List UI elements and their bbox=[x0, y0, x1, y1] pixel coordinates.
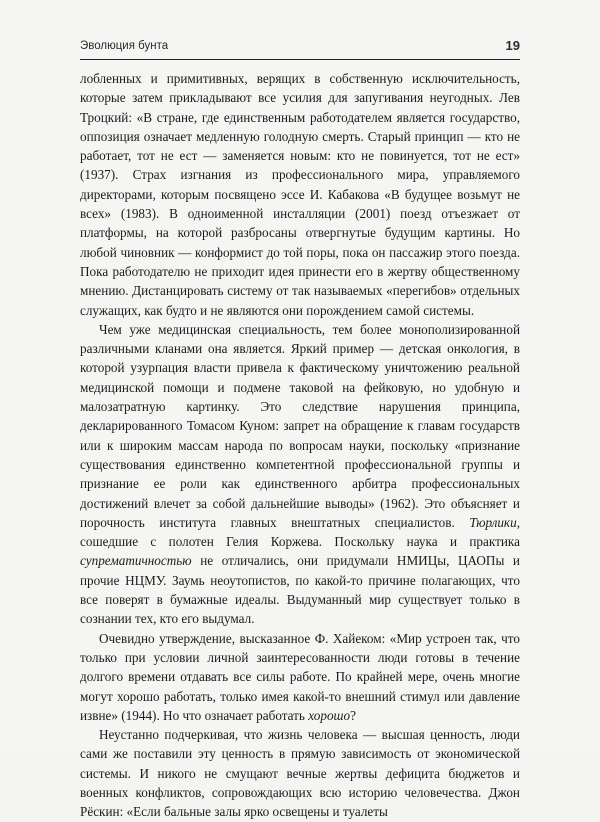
paragraph bbox=[80, 320, 520, 629]
text-run: Очевидно утверждение, высказанное Ф. Хайеком: «Мир устроен так, что только при условии личной заинтересованности люди готовы в течение долгого времени отдавать все силы работе. По крайней мере, очень многие могут хорошо работать, только имея какой-то внешний стимул или давление извне» (1944). Но что означает работать bbox=[80, 630, 520, 723]
text-run: ? bbox=[350, 707, 356, 723]
running-header bbox=[80, 36, 520, 56]
paragraph bbox=[80, 725, 520, 821]
text-run: Неустанно подчеркивая, что жизнь человека — высшая ценность, люди сами же поставили эту ценность в прямую зависимость от экономической системы. И никого не смущают вечные жертвы дефицита бюджетов и военных конфликтов, сопровождающих всю историю человечества. Джон Рёскин: «Если бальные залы ярко освещены и туалеты bbox=[80, 727, 520, 820]
text-run: Чем уже медицинская специальность, тем более монополизированной различными кланами она является. Яркий пример — детская онкология, в которой узурпация власти привела к фактическому уничтожению реальной медицинской помощи и подмене таковой на фейковую, но удобную и малозатратную картинку. Это следствие нарушения принципа, декларированного Томасом Куном: запрет на обращение к главам государств или к широким массам народа по вопросам науки, поскольку «признание существования единственно компетентной профессиональной группы и признание ее роли как единственного арбитра профессиональных достижений влечет за собой дальнейшие выводы» (1962). Это объясняет и порочность института главных внештатных специалистов. bbox=[80, 321, 520, 530]
header-rule bbox=[80, 59, 520, 60]
running-title: Эволюция бунта bbox=[80, 40, 169, 52]
page-number: 19 bbox=[505, 38, 520, 53]
paragraph bbox=[80, 69, 520, 320]
text-run: , сошедшие с полотен Гелия Коржева. Поскольку наука и практика bbox=[80, 514, 520, 550]
paragraph bbox=[80, 629, 520, 725]
italic-text: Тюрлики bbox=[469, 514, 517, 530]
italic-text: хорошо bbox=[308, 707, 351, 723]
text-run: лобленных и примитивных, верящих в собственную исключительность, которые затем прикладывают все усилия для запугивания неугодных. Лев Троцкий: «В стране, где единственным работодателем является государство, оппозиция означает медленную голодную смерть. Старый принцип — кто не работает, тот не ест — заменяется новым: кто не повинуется, тот не ест» (1937). Страх изгнания из профессионального мира, управляемого директорами, которым посвящено эссе И. Кабакова «В будущее возьмут не всех» (1983). В одноименной инсталляции (2001) поезд отъезжает от платформы, на которой разбросаны отвергнутые будущим картины. Но любой чиновник — конформист до той поры, пока он пассажир этого поезда. Пока работодателю не приходит идея принести его в жертву общественному мнению. Дистанцировать систему от так называемых «перегибов» отдельных служащих, как будто и не являются они порождением самой системы. bbox=[80, 71, 520, 318]
italic-text: супрематичностью bbox=[80, 553, 192, 569]
text-run: не отличались, они придумали НМИЦы, ЦАОПы и прочие НЦМУ. Заумь неоутопистов, по какой-то причине полагающих, что все поверят в бумажные идеалы. Выдуманный мир существует только в сознании тех, кто его выдумал. bbox=[80, 553, 520, 627]
body-text bbox=[80, 69, 520, 822]
